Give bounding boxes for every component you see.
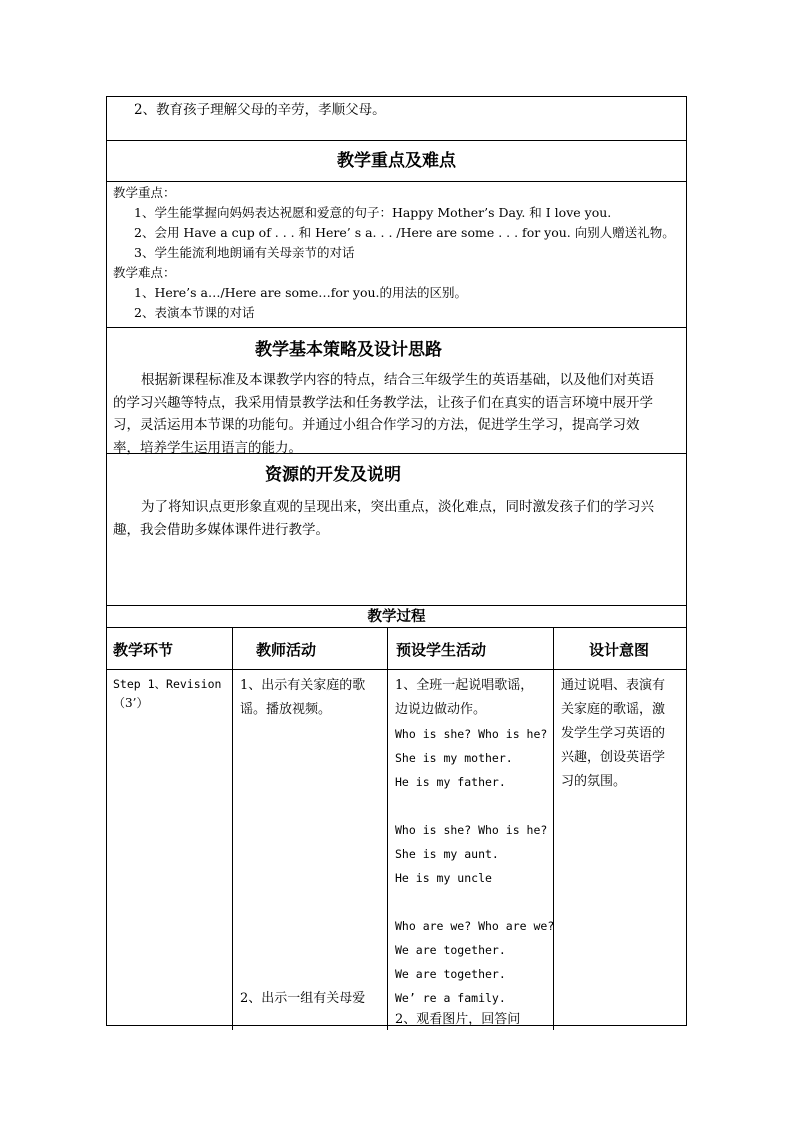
chant-line <box>395 794 553 818</box>
focus-item-1: 1、学生能掌握向妈妈表达祝愿和爱意的句子：Happy Mother’s Day. 和 I love you. <box>134 205 612 220</box>
student-activity-cell <box>388 670 554 1030</box>
teacher-item-1-line-2: 谣。播放视频。 <box>240 702 332 717</box>
process-header <box>106 605 687 627</box>
process-column-headers <box>106 627 687 669</box>
difficulty-item-1: 1、Here’s a…/Here are some…for you.的用法的区别。 <box>134 285 467 300</box>
resources-line-2: 趣，我会借助多媒体课件进行教学。 <box>113 521 329 538</box>
teacher-activity-cell <box>233 670 388 1030</box>
chant-line <box>395 890 553 914</box>
key-points-header <box>106 140 687 181</box>
strategy-line-2: 的学习兴趣等特点，我采用情景教学法和任务教学法，让孩子们在真实的语言环境中展开学 <box>113 394 653 411</box>
column-header-student: 预设学生活动 <box>388 628 554 669</box>
chant-line: We are together. <box>395 943 506 957</box>
resources-heading: 资源的开发及说明 <box>265 465 401 485</box>
chant-line: We’ re a family. <box>395 991 506 1005</box>
intent-line: 通过说唱、表演有 <box>561 678 666 693</box>
focus-item-2: 2、会用 Have a cup of . . . 和 Here’ s a. . . /Here are some . . . for you. 向别人赠送礼物。 <box>134 225 675 240</box>
chant-line: Who is she? Who is he? <box>395 727 548 741</box>
chant-line: He is my father. <box>395 775 506 789</box>
key-points-section <box>106 181 687 327</box>
chant-line: We are together. <box>395 967 506 981</box>
intent-line: 习的氛围。 <box>561 774 627 789</box>
intent-line: 关家庭的歌谣，激 <box>561 702 666 717</box>
resources-line-1: 为了将知识点更形象直观的呈现出来，突出重点，淡化难点，同时激发孩子们的学习兴 <box>141 499 654 515</box>
student-item-2-line-1: 2、观看图片，回答问 <box>395 1012 521 1027</box>
column-header-stage: 教学环节 <box>107 628 233 669</box>
step-cell <box>107 670 233 1030</box>
chant-line: He is my uncle <box>395 871 492 885</box>
strategy-section <box>106 327 687 456</box>
intent-line: 兴趣，创设英语学 <box>561 750 666 765</box>
column-header-teacher: 教师活动 <box>233 628 388 669</box>
objectives-section <box>106 96 687 140</box>
chant-line: Who are we? Who are we? <box>395 919 555 933</box>
intent-line: 发学生学习英语的 <box>561 726 666 741</box>
process-heading: 教学过程 <box>367 608 426 625</box>
difficulty-label: 教学难点： <box>113 265 176 280</box>
column-header-intent: 设计意图 <box>589 641 650 659</box>
strategy-line-3: 习，灵活运用本节课的功能句。并通过小组合作学习的方法，促进学生学习，提高学习效 <box>113 417 640 433</box>
teacher-item-2-line-1: 2、出示一组有关母爱 <box>240 991 366 1006</box>
design-intent-cell <box>554 670 688 1030</box>
strategy-heading: 教学基本策略及设计思路 <box>255 340 442 360</box>
student-intro-line-1: 1、全班一起说唱歌谣， <box>395 678 534 693</box>
objective-item-2: 2、教育孩子理解父母的辛劳，孝顺父母。 <box>134 102 386 118</box>
strategy-line-1: 根据新课程标准及本课教学内容的特点，结合三年级学生的英语基础，以及他们对英语 <box>141 372 654 388</box>
focus-label: 教学重点： <box>113 185 176 200</box>
step-label: Step 1、Revision <box>113 677 222 691</box>
chant-line: She is my aunt. <box>395 847 499 861</box>
step-time: （3’） <box>113 696 149 710</box>
focus-item-3: 3、学生能流利地朗诵有关母亲节的对话 <box>134 245 355 260</box>
resources-section <box>106 453 687 605</box>
chant-line: She is my mother. <box>395 751 513 765</box>
chant-line: Who is she? Who is he? <box>395 823 548 837</box>
strategy-line-4: 率，培养学生运用语言的能力。 <box>113 439 302 456</box>
key-points-heading: 教学重点及难点 <box>337 151 456 171</box>
process-row-step-1 <box>106 669 687 1026</box>
lesson-plan-document <box>106 96 687 1026</box>
student-intro-line-2: 边说边做动作。 <box>395 702 487 717</box>
teacher-item-1-line-1: 1、出示有关家庭的歌 <box>240 678 366 693</box>
difficulty-item-2: 2、表演本节课的对话 <box>134 305 255 320</box>
